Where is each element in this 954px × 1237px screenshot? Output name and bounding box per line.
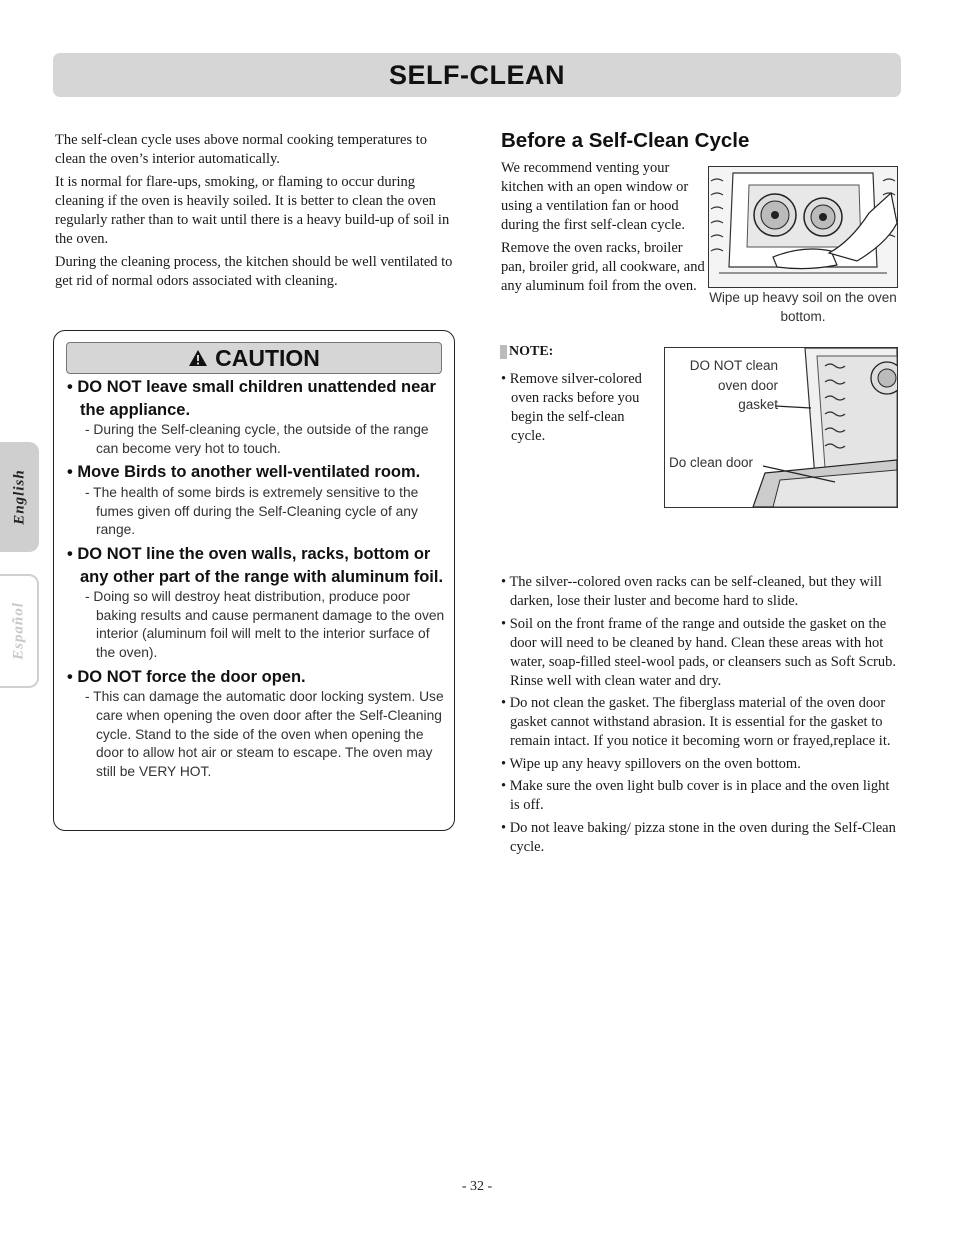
list-item: • The silver--colored oven racks can be self-cleaned, but they will darken, lose their luster and become hard to slide. — [501, 574, 882, 609]
intro-paragraph: It is normal for flare-ups, smoking, or flaming to occur during cleaning if the oven is heavily soiled. It is better to clean the oven regularly rather than to wait until there is a heavy build-up of soil in the oven. — [55, 174, 450, 247]
caution-item-title: • DO NOT line the oven walls, racks, bottom or any other part of the range with aluminum foil. — [67, 545, 444, 586]
tab-english[interactable] — [0, 442, 39, 552]
note-label-text: NOTE: — [509, 344, 554, 359]
caution-item-detail: - The health of some birds is extremely sensitive to the fumes given off during the Self-Cleaning cycle of any range. — [85, 484, 419, 538]
note-label — [500, 344, 553, 360]
list-item: • Do not leave baking/ pizza stone in the oven during the Self-Clean cycle. — [501, 819, 896, 855]
tab-english-label: English — [11, 469, 27, 525]
warning-icon — [188, 349, 208, 367]
caution-item-title: • DO NOT leave small children unattended near the appliance. — [67, 378, 436, 419]
label-do-not-clean-gasket: DO NOT clean oven door gasket — [689, 358, 778, 412]
image-caption: Wipe up heavy soil on the oven bottom. — [709, 290, 897, 324]
title-bar — [53, 53, 901, 97]
list-item: • Do not clean the gasket. The fiberglass material of the oven door gasket cannot withstand abrasion. It is essential for the gasket to remain intact. If you notice it becoming worn or frayed,replace it. — [501, 695, 891, 750]
caution-item-detail: - Doing so will destroy heat distribution, produce poor baking results and cause permanent damage to the oven interior (aluminum foil will melt to the interior surface of the oven). — [85, 589, 445, 661]
intro-paragraph: During the cleaning process, the kitchen should be well ventilated to get rid of normal odors associated with cleaning. — [55, 254, 453, 289]
label-do-clean-door: Do clean door — [669, 455, 754, 470]
caution-item — [67, 543, 447, 663]
caution-item — [67, 666, 447, 782]
intro-text — [55, 131, 455, 295]
tab-espanol-label: Español — [10, 602, 26, 660]
list-item: • Make sure the oven light bulb cover is in place and the oven light is off. — [501, 778, 890, 814]
note-text: • Remove silver-colored oven racks before you begin the self-clean cycle. — [501, 371, 642, 444]
caution-box — [53, 330, 455, 831]
oven-wipe-illustration — [708, 166, 898, 288]
bullet-list — [501, 573, 901, 861]
before-paragraph: We recommend venting your kitchen with an open window or using a ventilation fan or hood during the first self-clean cycle. — [501, 160, 689, 233]
caution-item-title: • Move Birds to another well-ventilated room. — [67, 463, 421, 482]
note-marker-icon — [500, 345, 507, 359]
tab-espanol[interactable] — [0, 574, 39, 688]
caution-list — [67, 376, 447, 785]
list-item: • Soil on the front frame of the range and outside the gasket on the door will need to be cleaned by hand. Clean these areas with hot water, soap-filled steel-wool pads, or cleansers such as Soft Scrub. Rinse well with clean water and dry. — [501, 615, 896, 689]
page-number: - 32 - — [461, 1179, 493, 1194]
caution-header — [66, 342, 442, 374]
caution-label: CAUTION — [215, 344, 320, 371]
caution-item-detail: - This can damage the automatic door locking system. Use care when opening the oven door after the Self-Cleaning cycle. Stand to the side of the oven when opening the door to allow hot air or steam to escape. The oven may still be VERY HOT. — [85, 689, 444, 780]
list-item: • Wipe up any heavy spillovers on the oven bottom. — [501, 755, 801, 772]
before-text — [501, 159, 706, 300]
before-paragraph: Remove the oven racks, broiler pan, broiler grid, all cookware, and any aluminum foil from the oven. — [501, 240, 705, 294]
caution-item-title: • DO NOT force the door open. — [67, 667, 306, 686]
caution-item — [67, 376, 447, 458]
caution-item-detail: - During the Self-cleaning cycle, the outside of the range can become very hot to touch. — [85, 422, 429, 456]
page-title: SELF-CLEAN — [389, 60, 565, 90]
section-heading: Before a Self-Clean Cycle — [501, 129, 750, 152]
intro-paragraph: The self-clean cycle uses above normal cooking temperatures to clean the oven’s interior automatically. — [55, 132, 428, 167]
caution-item — [67, 461, 447, 540]
